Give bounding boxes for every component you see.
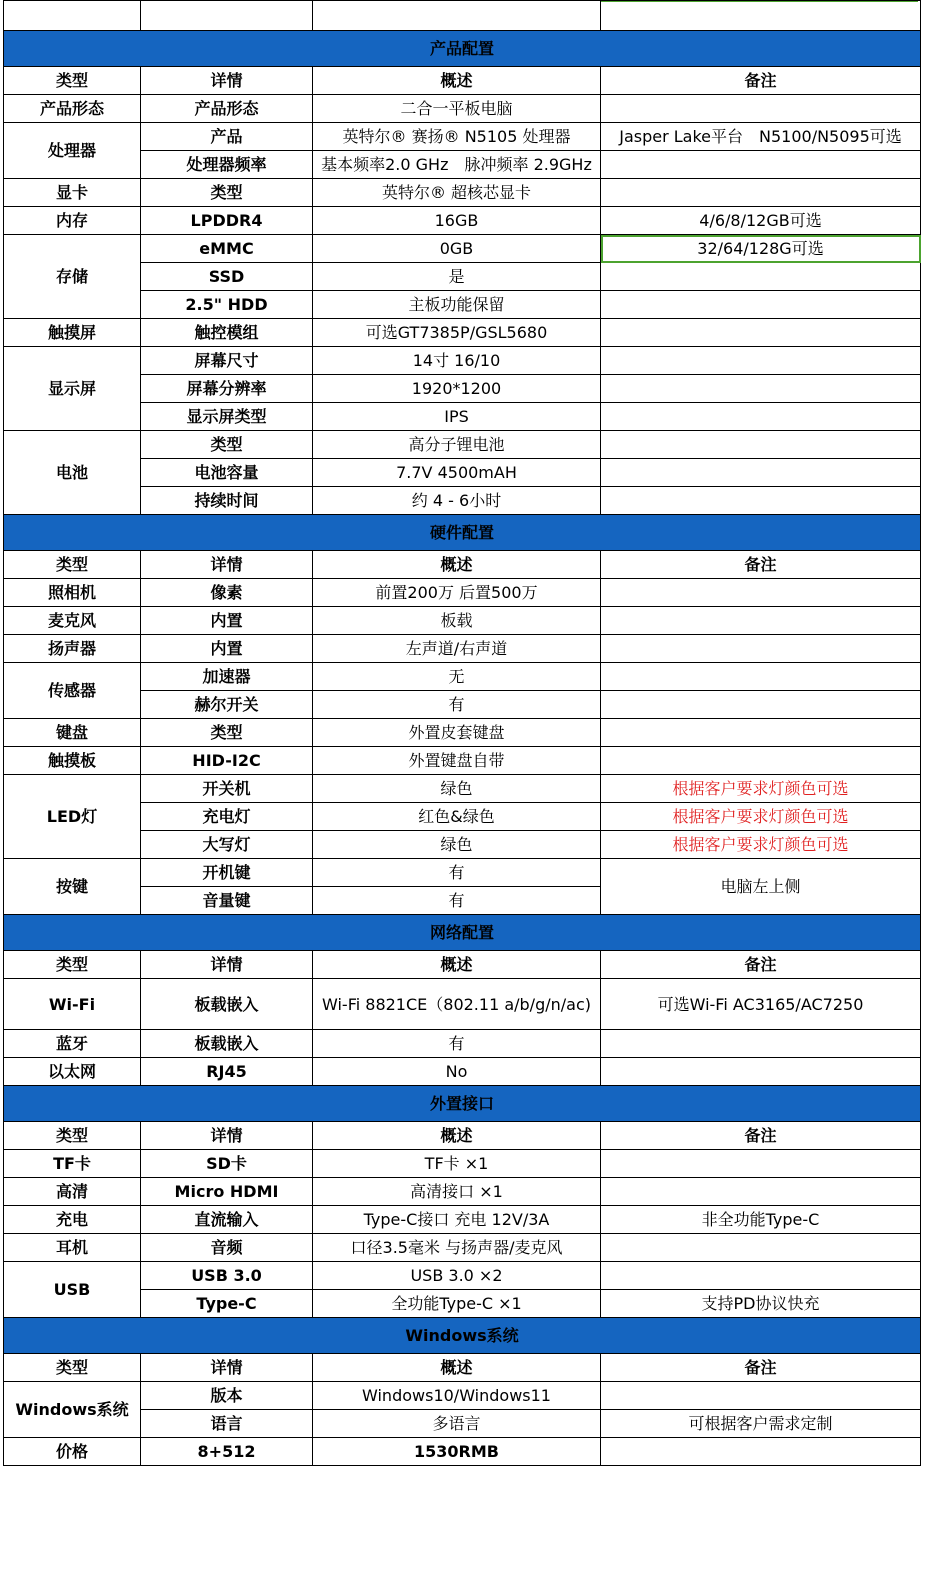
spec-note-cell — [601, 1262, 921, 1290]
section-title: 外置接口 — [4, 1086, 921, 1122]
spec-note-cell — [601, 319, 921, 347]
spec-detail-cell: 类型 — [141, 179, 313, 207]
spec-type-cell: 存储 — [4, 235, 141, 319]
spec-row — [4, 859, 921, 887]
spec-type-cell: LED灯 — [4, 775, 141, 859]
spec-desc-cell: 多语言 — [313, 1410, 601, 1438]
spec-note-cell: 根据客户要求灯颜色可选 — [601, 775, 921, 803]
spec-desc-cell: 外置皮套键盘 — [313, 719, 601, 747]
spec-row — [4, 123, 921, 151]
spec-desc-cell: 英特尔® 超核芯显卡 — [313, 179, 601, 207]
spec-note-cell — [601, 607, 921, 635]
spec-desc-cell: Windows10/Windows11 — [313, 1382, 601, 1410]
spec-empty-cell — [601, 1, 921, 31]
spec-type-cell: 蓝牙 — [4, 1030, 141, 1058]
spec-note-cell: 电脑左上侧 — [601, 859, 921, 915]
spec-desc-cell: 约 4 - 6小时 — [313, 487, 601, 515]
spec-desc-cell: 有 — [313, 859, 601, 887]
spec-desc-cell: 前置200万 后置500万 — [313, 579, 601, 607]
spec-note-cell — [601, 179, 921, 207]
section-title-row — [4, 1086, 921, 1122]
column-header-type: 类型 — [4, 1354, 141, 1382]
spec-detail-cell: 直流输入 — [141, 1206, 313, 1234]
spec-type-cell: 显示屏 — [4, 347, 141, 431]
spec-detail-cell: 内置 — [141, 607, 313, 635]
spec-detail-cell: 赫尔开关 — [141, 691, 313, 719]
spec-row — [4, 1150, 921, 1178]
spec-row — [4, 1234, 921, 1262]
section-title-row — [4, 915, 921, 951]
spec-row — [4, 663, 921, 691]
spec-type-cell: 高清 — [4, 1178, 141, 1206]
spec-row — [4, 1178, 921, 1206]
spec-row — [4, 747, 921, 775]
spec-detail-cell: SSD — [141, 263, 313, 291]
column-header-desc: 概述 — [313, 67, 601, 95]
spec-row — [4, 691, 921, 719]
spec-note-cell — [601, 1058, 921, 1086]
spec-row — [4, 1206, 921, 1234]
spec-note-cell — [601, 151, 921, 179]
spec-desc-cell: Wi-Fi 8821CE（802.11 a/b/g/n/ac) — [313, 979, 601, 1030]
column-header-type: 类型 — [4, 67, 141, 95]
spec-detail-cell: 屏幕尺寸 — [141, 347, 313, 375]
spec-detail-cell: eMMC — [141, 235, 313, 263]
spec-type-cell: 产品形态 — [4, 95, 141, 123]
spec-row — [4, 607, 921, 635]
spec-row — [4, 151, 921, 179]
column-header-detail: 详情 — [141, 551, 313, 579]
spec-detail-cell: 板载嵌入 — [141, 979, 313, 1030]
column-header-type: 类型 — [4, 951, 141, 979]
spec-note-cell: 可选Wi-Fi AC3165/AC7250 — [601, 979, 921, 1030]
column-header-desc: 概述 — [313, 551, 601, 579]
spec-detail-cell: USB 3.0 — [141, 1262, 313, 1290]
spec-note-cell — [601, 487, 921, 515]
column-header-desc: 概述 — [313, 1354, 601, 1382]
spec-desc-cell: 1530RMB — [313, 1438, 601, 1466]
spec-desc-cell: 英特尔® 赛扬® N5105 处理器 — [313, 123, 601, 151]
spec-row — [4, 291, 921, 319]
spec-note-cell: 非全功能Type-C — [601, 1206, 921, 1234]
spec-row — [4, 775, 921, 803]
spec-row — [4, 319, 921, 347]
column-header-detail: 详情 — [141, 951, 313, 979]
spec-detail-cell: 音频 — [141, 1234, 313, 1262]
spec-detail-cell: 8+512 — [141, 1438, 313, 1466]
spec-desc-cell: 无 — [313, 663, 601, 691]
spec-row — [4, 459, 921, 487]
spec-note-cell — [601, 403, 921, 431]
spec-row — [4, 1290, 921, 1318]
spec-detail-cell: 处理器频率 — [141, 151, 313, 179]
section-title: 产品配置 — [4, 31, 921, 67]
spec-desc-cell: 0GB — [313, 235, 601, 263]
spec-desc-cell: 可选GT7385P/GSL5680 — [313, 319, 601, 347]
spec-row — [4, 579, 921, 607]
spec-detail-cell: 板载嵌入 — [141, 1030, 313, 1058]
spec-note-cell — [601, 431, 921, 459]
column-header-note: 备注 — [601, 67, 921, 95]
spec-type-cell: Windows系统 — [4, 1382, 141, 1438]
spec-note-cell — [601, 1178, 921, 1206]
spec-detail-cell: 像素 — [141, 579, 313, 607]
column-header-desc: 概述 — [313, 951, 601, 979]
spec-detail-cell: 屏幕分辨率 — [141, 375, 313, 403]
spec-type-cell: 键盘 — [4, 719, 141, 747]
spec-detail-cell: Micro HDMI — [141, 1178, 313, 1206]
column-header-row — [4, 1122, 921, 1150]
spec-row — [4, 1382, 921, 1410]
spec-note-cell: 支持PD协议快充 — [601, 1290, 921, 1318]
spec-desc-cell: 14寸 16/10 — [313, 347, 601, 375]
spec-note-cell: Jasper Lake平台 N5100/N5095可选 — [601, 123, 921, 151]
spec-detail-cell: 显示屏类型 — [141, 403, 313, 431]
spec-desc-cell: 1920*1200 — [313, 375, 601, 403]
spec-note-cell — [601, 1438, 921, 1466]
spec-type-cell: 照相机 — [4, 579, 141, 607]
spec-type-cell: 传感器 — [4, 663, 141, 719]
spec-type-cell: 充电 — [4, 1206, 141, 1234]
spec-type-cell: 麦克风 — [4, 607, 141, 635]
spec-note-cell — [601, 719, 921, 747]
spec-detail-cell: 内置 — [141, 635, 313, 663]
spec-detail-cell: 语言 — [141, 1410, 313, 1438]
spec-row — [4, 803, 921, 831]
spec-type-cell: 显卡 — [4, 179, 141, 207]
spec-row — [4, 635, 921, 663]
spec-row — [4, 487, 921, 515]
spec-note-cell — [601, 375, 921, 403]
spec-note-cell — [601, 663, 921, 691]
spec-row — [4, 431, 921, 459]
spec-detail-cell: 类型 — [141, 719, 313, 747]
column-header-detail: 详情 — [141, 1122, 313, 1150]
spec-detail-cell: 加速器 — [141, 663, 313, 691]
section-title: 硬件配置 — [4, 515, 921, 551]
column-header-note: 备注 — [601, 1354, 921, 1382]
spec-note-cell — [601, 1150, 921, 1178]
spec-desc-cell: 高分子锂电池 — [313, 431, 601, 459]
spec-row — [4, 831, 921, 859]
spec-row — [4, 1410, 921, 1438]
column-header-row — [4, 67, 921, 95]
spec-row — [4, 207, 921, 235]
spec-detail-cell: 产品形态 — [141, 95, 313, 123]
spec-type-cell: Wi-Fi — [4, 979, 141, 1030]
column-header-detail: 详情 — [141, 67, 313, 95]
spec-note-cell — [601, 691, 921, 719]
spec-type-cell: 触摸板 — [4, 747, 141, 775]
spec-desc-cell: 7.7V 4500mAH — [313, 459, 601, 487]
spec-note-cell — [601, 95, 921, 123]
section-title: Windows系统 — [4, 1318, 921, 1354]
spec-note-cell: 32/64/128G可选 — [601, 235, 921, 263]
spec-type-cell: 处理器 — [4, 123, 141, 179]
spec-note-cell — [601, 291, 921, 319]
spec-desc-cell: 绿色 — [313, 775, 601, 803]
spec-note-cell — [601, 347, 921, 375]
spec-type-cell: 耳机 — [4, 1234, 141, 1262]
spec-type-cell: 以太网 — [4, 1058, 141, 1086]
spec-row — [4, 263, 921, 291]
spec-detail-cell: 音量键 — [141, 887, 313, 915]
spec-row — [4, 979, 921, 1030]
spec-type-cell: 内存 — [4, 207, 141, 235]
spec-desc-cell: 主板功能保留 — [313, 291, 601, 319]
spec-detail-cell: 版本 — [141, 1382, 313, 1410]
spec-empty-cell — [141, 1, 313, 31]
column-header-row — [4, 951, 921, 979]
spec-detail-cell: 开关机 — [141, 775, 313, 803]
spec-row — [4, 375, 921, 403]
spec-empty-cell — [313, 1, 601, 31]
spec-type-cell: TF卡 — [4, 1150, 141, 1178]
spec-desc-cell: 有 — [313, 691, 601, 719]
spec-note-cell: 根据客户要求灯颜色可选 — [601, 831, 921, 859]
spec-table-body — [4, 1, 921, 1466]
column-header-note: 备注 — [601, 551, 921, 579]
spec-desc-cell: 全功能Type-C ×1 — [313, 1290, 601, 1318]
spec-note-cell — [601, 459, 921, 487]
spec-detail-cell: LPDDR4 — [141, 207, 313, 235]
spec-detail-cell: 大写灯 — [141, 831, 313, 859]
spec-detail-cell: HID-I2C — [141, 747, 313, 775]
spec-desc-cell: USB 3.0 ×2 — [313, 1262, 601, 1290]
section-title-row — [4, 31, 921, 67]
spec-detail-cell: 电池容量 — [141, 459, 313, 487]
spec-table — [3, 0, 921, 1466]
spec-note-cell: 根据客户要求灯颜色可选 — [601, 803, 921, 831]
spec-desc-cell: 二合一平板电脑 — [313, 95, 601, 123]
spec-detail-cell: RJ45 — [141, 1058, 313, 1086]
column-header-type: 类型 — [4, 1122, 141, 1150]
section-title: 网络配置 — [4, 915, 921, 951]
spec-row — [4, 95, 921, 123]
spec-note-cell — [601, 579, 921, 607]
spec-desc-cell: 口径3.5毫米 与扬声器/麦克风 — [313, 1234, 601, 1262]
spec-desc-cell: 有 — [313, 887, 601, 915]
spec-note-cell — [601, 1030, 921, 1058]
spec-detail-cell: SD卡 — [141, 1150, 313, 1178]
spec-type-cell: 电池 — [4, 431, 141, 515]
spec-desc-cell: No — [313, 1058, 601, 1086]
spec-type-cell: 扬声器 — [4, 635, 141, 663]
spec-row — [4, 719, 921, 747]
column-header-detail: 详情 — [141, 1354, 313, 1382]
spec-type-cell: 触摸屏 — [4, 319, 141, 347]
section-title-row — [4, 1318, 921, 1354]
spec-desc-cell: 有 — [313, 1030, 601, 1058]
spec-desc-cell: 红色&绿色 — [313, 803, 601, 831]
spec-row — [4, 1058, 921, 1086]
spec-desc-cell: IPS — [313, 403, 601, 431]
spec-row — [4, 235, 921, 263]
spec-desc-cell: 是 — [313, 263, 601, 291]
spec-row — [4, 1030, 921, 1058]
section-title-row — [4, 515, 921, 551]
spec-row — [4, 347, 921, 375]
spec-desc-cell: 外置键盘自带 — [313, 747, 601, 775]
spec-detail-cell: 触控模组 — [141, 319, 313, 347]
spec-note-cell — [601, 747, 921, 775]
spec-detail-cell: 2.5" HDD — [141, 291, 313, 319]
column-header-note: 备注 — [601, 1122, 921, 1150]
spec-type-cell: USB — [4, 1262, 141, 1318]
spec-desc-cell: Type-C接口 充电 12V/3A — [313, 1206, 601, 1234]
spec-top-stub-row — [4, 1, 921, 31]
column-header-note: 备注 — [601, 951, 921, 979]
spec-type-cell: 按键 — [4, 859, 141, 915]
spec-note-cell — [601, 1234, 921, 1262]
spec-row — [4, 1262, 921, 1290]
spec-detail-cell: 持续时间 — [141, 487, 313, 515]
spec-row — [4, 179, 921, 207]
column-header-type: 类型 — [4, 551, 141, 579]
spec-detail-cell: 产品 — [141, 123, 313, 151]
column-header-row — [4, 551, 921, 579]
column-header-desc: 概述 — [313, 1122, 601, 1150]
spec-desc-cell: 16GB — [313, 207, 601, 235]
spec-note-cell — [601, 1382, 921, 1410]
spec-row — [4, 1438, 921, 1466]
spec-detail-cell: 充电灯 — [141, 803, 313, 831]
spec-desc-cell: 左声道/右声道 — [313, 635, 601, 663]
spec-desc-cell: 板载 — [313, 607, 601, 635]
spec-detail-cell: 开机键 — [141, 859, 313, 887]
spec-note-cell — [601, 263, 921, 291]
spec-desc-cell: 绿色 — [313, 831, 601, 859]
spec-note-cell: 4/6/8/12GB可选 — [601, 207, 921, 235]
spec-desc-cell: TF卡 ×1 — [313, 1150, 601, 1178]
spec-detail-cell: Type-C — [141, 1290, 313, 1318]
spec-desc-cell: 高清接口 ×1 — [313, 1178, 601, 1206]
spec-type-cell: 价格 — [4, 1438, 141, 1466]
spec-desc-cell: 基本频率2.0 GHz 脉冲频率 2.9GHz — [313, 151, 601, 179]
spec-row — [4, 403, 921, 431]
spec-detail-cell: 类型 — [141, 431, 313, 459]
spec-note-cell — [601, 635, 921, 663]
column-header-row — [4, 1354, 921, 1382]
spec-empty-cell — [4, 1, 141, 31]
spec-note-cell: 可根据客户需求定制 — [601, 1410, 921, 1438]
